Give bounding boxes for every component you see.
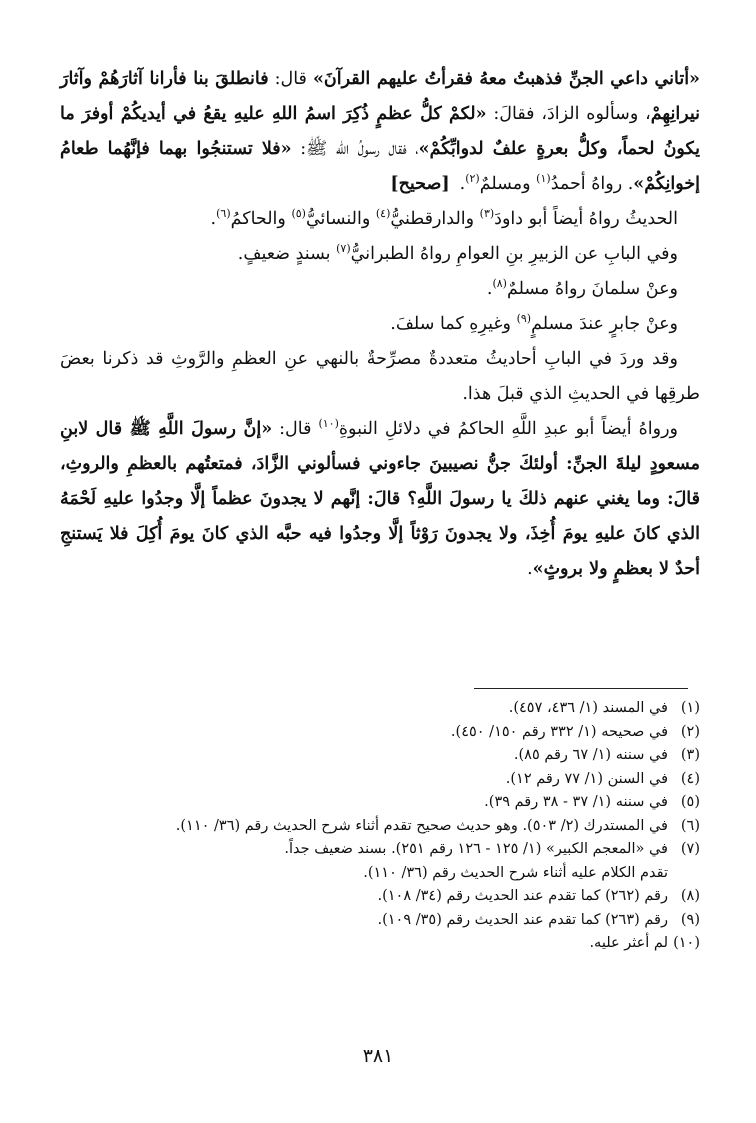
footnote-number: (٥) [680,794,700,810]
footnote-text [60,932,668,956]
paragraph-jabir [60,307,700,342]
text-run: . [459,174,466,194]
footnote-ref: (١) [536,172,551,186]
footnote-number: (١) [680,700,700,716]
text-run: وعنْ جابرٍ عندَ مسلمٍ [531,314,678,334]
text-run: . [210,209,217,229]
footnote-ref: (٥) [291,207,306,221]
footnote-line: في السنن (١/ ٧٧ رقم ١٢). [505,770,668,787]
footnote [60,721,700,745]
footnote-ref: (٤) [375,207,391,221]
text-run: الحديثُ رواهُ أيضاً أبو داودَ [494,209,678,229]
footnote-number: (٨) [680,888,700,904]
text-run: قال: [268,69,313,89]
page-number: ٣٨١ [362,1045,394,1067]
footnote-text [60,768,668,792]
footnote [60,697,700,721]
grade-label: [صحيح] [390,174,450,194]
text-run: ومسلمٌ [479,174,537,194]
text-run: وفي البابِ عن الزبيرِ بنِ العوامِ رواهُ الطبرانيُّ [350,244,678,264]
footnote-number: (٩) [680,911,700,928]
footnote [60,885,700,909]
footnote-ref: (٦) [216,207,231,221]
footnote-divider [474,688,688,689]
text-run: ، فقال رسولُ الله ﷺ: [291,139,419,159]
footnote-text [60,815,668,839]
hadith-quote: «لكمْ كلُّ عظمٍ ذُكِرَ اسمُ اللهِ عليهِ يقعُ في أيديكُمْ أوفرَ ما يكونُ لحماً، وكلُّ بعرةٍ علفٌ لدوابِّكُمْ» [60,104,700,159]
footnote [60,768,700,792]
footnote [60,838,700,885]
footnote-ref: (٢) [465,172,480,186]
text-run: قال: [272,419,319,439]
footnote-line: في «المعجم الكبير» (١/ ١٢٥ - ١٢٦ رقم ٢٥١). بسند ضعيف جداً. [284,841,668,857]
footnote-text [60,838,668,885]
hadith-quote: «فلا تستنجُوا بهما فإنَّهُما طعامُ إخوانِكُمْ» [60,139,700,194]
footnote-text [60,721,668,745]
hadith-quote: «إنَّ رسولَ اللَّهِ ﷺ قال لابنِ مسعودٍ ليلةَ الجنِّ: أولئكَ جنُّ نصيبينَ جاءوني فسألوني الزَّادَ، فمتعتُهم بالعظمِ والروثِ، قالَ: وما يغني عنهم ذلكَ يا رسولَ اللَّهِ؟ قالَ: إنَّهم لا يجدونَ عظماً إلَّا وجدُوا عليهِ لَحْمَهُ الذي كانَ عليهِ يومَ أُخِذَ، ولا يجدونَ رَوْثاً إلَّا وجدُوا فيه حبَّه الذي كانَ يومَ أُكِلَ فلا يَستنجِ أحدٌ لا بعظمٍ ولا بروثٍ» [60,419,700,579]
footnote-line: في صحيحه (١/ ٣٣٢ رقم ١٥٠/ ٤٥٠). [450,723,668,740]
footnote-number: (٧) [680,841,700,857]
paragraph-zubair [60,237,700,272]
footnote-line: رقم (٢٦٢) كما تقدم عند الحديث رقم (٣٤/ ١٠٨). [377,888,668,904]
footnote-line: تقدم الكلام عليه أثناء شرح الحديث رقم (٣٦/ ١١٠). [363,864,668,881]
footnote-number: (١٠) [673,935,700,951]
footnote-number: (٢) [680,723,700,740]
text-run: وقد وردَ في البابِ أحاديثُ متعددةٌ مصرِّحةٌ بالنهي عنِ العظمِ والرَّوثِ قد ذكرنا بعضَ طرقِها في الحديثِ الذي قبلَ هذا. [60,349,700,404]
text-run: وعنْ سلمانَ رواهُ مسلمٌ [506,279,678,299]
text-run: وغيرِهِ كما سلفَ. [390,314,517,334]
footnote-line: في المسند (١/ ٤٣٦، ٤٥٧). [508,700,668,716]
footnote [60,932,700,956]
text-run: والدارقطنيُّ [390,209,480,229]
paragraph-multiple-hadiths [60,342,700,412]
footnote-ref: (٧) [336,242,351,256]
footnote-number: (٦) [680,817,700,834]
text-run: بسندٍ ضعيفٍ. [237,244,337,264]
text-run: والحاكمُ [230,209,292,229]
footnotes-section [60,697,700,956]
text-run: والنسائيُّ [305,209,376,229]
paragraph-narrators [60,202,700,237]
footnote [60,815,700,839]
footnote-ref: (٩) [516,312,532,326]
footnote [60,909,700,933]
text-run: . [486,279,493,299]
footnote-number: (٤) [680,770,700,787]
footnote-line: رقم (٢٦٣) كما تقدم عند الحديث رقم (٣٥/ ١٠٩). [377,911,668,928]
footnote-line: في سننه (١/ ٦٧ رقم ٨٥). [513,747,668,763]
footnote [60,744,700,768]
footnote-line: لم أعثر عليه. [589,935,668,951]
page-content [60,62,700,587]
footnote-ref: (٣) [479,207,495,221]
paragraph-hakim [60,412,700,587]
footnote-text [60,885,668,909]
text-run: ، وسألوه الزادَ، فقالَ: [486,104,651,124]
main-text [60,62,700,587]
footnote-number: (٣) [680,747,700,763]
footnote-text [60,744,668,768]
text-run: . [527,559,533,579]
text-run: . رواهُ أحمدُ [550,174,634,194]
paragraph-hadith [60,62,700,202]
footnote-text [60,697,668,721]
hadith-quote: «أتاني داعي الجنِّ فذهبتُ معهُ فقرأتُ عليهم القرآنَ» [312,69,700,89]
paragraph-salman [60,272,700,307]
text-run: ورواهُ أيضاً أبو عبدِ اللَّهِ الحاكمُ في دلائلِ النبوةِ [338,419,679,439]
footnote-line: في سننه (١/ ٣٧ - ٣٨ رقم ٣٩). [484,794,668,810]
footnote-ref: (١٠) [318,417,339,431]
footnote [60,791,700,815]
footnote-ref: (٨) [492,277,507,291]
hadith-quote: فانطلقَ بنا فأرانا آثارَهُمْ وآثارَ نيرانِهِمْ [60,69,700,124]
footnote-text [60,791,668,815]
footnote-line: في المستدرك (٢/ ٥٠٣). وهو حديث صحيح تقدم أثناء شرح الحديث رقم (٣٦/ ١١٠). [175,817,668,834]
footnote-text [60,909,668,933]
